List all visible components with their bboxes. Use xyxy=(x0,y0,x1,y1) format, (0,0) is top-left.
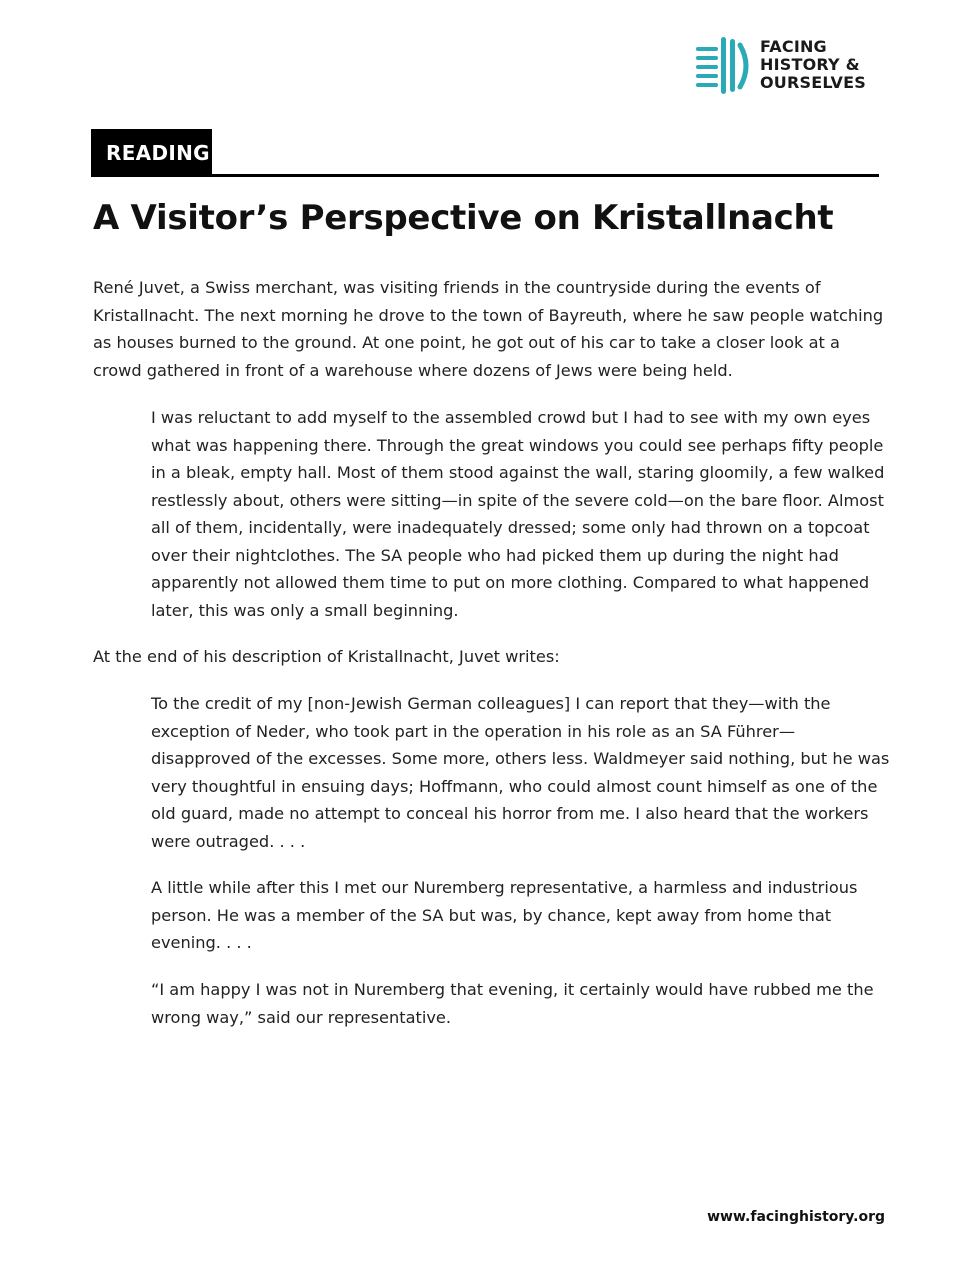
logo-mark-icon xyxy=(696,36,754,96)
facing-history-logo xyxy=(696,36,886,96)
logo-line-3: OURSELVES xyxy=(760,73,866,92)
intro-paragraph: René Juvet, a Swiss merchant, was visiting friends in the countryside during the events of Kristallnacht. The next morning he drove to the town of Bayreuth, where he saw people watching as houses burned to the ground. At one point, he got out of his car to take a closer look at a crowd gathered in front of a warehouse where dozens of Jews were being held. xyxy=(93,278,884,380)
block-quote-1: I was reluctant to add myself to the assembled crowd but I had to see with my own eyes what was happening there. Through the great windows you could see perhaps fifty people in a bleak, empty hall. Most of them stood against the wall, staring gloomily, a few walked restlessly about, others were sitting—in spite of the severe cold—on the bare floor. Almost all of them, incidentally, were inadequately dressed; some only had thrown on a topcoat over their nightclothes. The SA people who had picked them up during the night had apparently not allowed them time to put on more clothing. Compared to what happened later, this was only a small beginning. xyxy=(151,408,885,620)
reading-label: READING xyxy=(106,141,210,165)
page-title: A Visitor’s Perspective on Kristallnacht xyxy=(93,198,834,238)
logo-line-1: FACING xyxy=(760,37,827,56)
transition-paragraph: At the end of his description of Kristallnacht, Juvet writes: xyxy=(93,647,560,666)
block-quote-2: To the credit of my [non-Jewish German colleagues] I can report that they—with the exception of Neder, who took part in the operation in his role as an SA Führer—disapproved of the excesses. Some more, others less. Waldmeyer said nothing, but he was very thoughtful in ensuing days; Hoffmann, who could almost count himself as one of the old guard, made no attempt to conceal his horror from me. I also heard that the workers were outraged. . . . xyxy=(151,694,890,851)
block-quote-3: A little while after this I met our Nuremberg representative, a harmless and industrious person. He was a member of the SA but was, by chance, kept away from home that evening. . . . xyxy=(151,878,858,952)
logo-text xyxy=(760,38,866,92)
logo-line-2: HISTORY & xyxy=(760,55,860,74)
header-rule xyxy=(91,174,879,177)
block-quote-4: “I am happy I was not in Nuremberg that evening, it certainly would have rubbed me the wrong way,” said our representative. xyxy=(151,980,874,1027)
footer-website-link[interactable]: www.facinghistory.org xyxy=(707,1209,885,1225)
